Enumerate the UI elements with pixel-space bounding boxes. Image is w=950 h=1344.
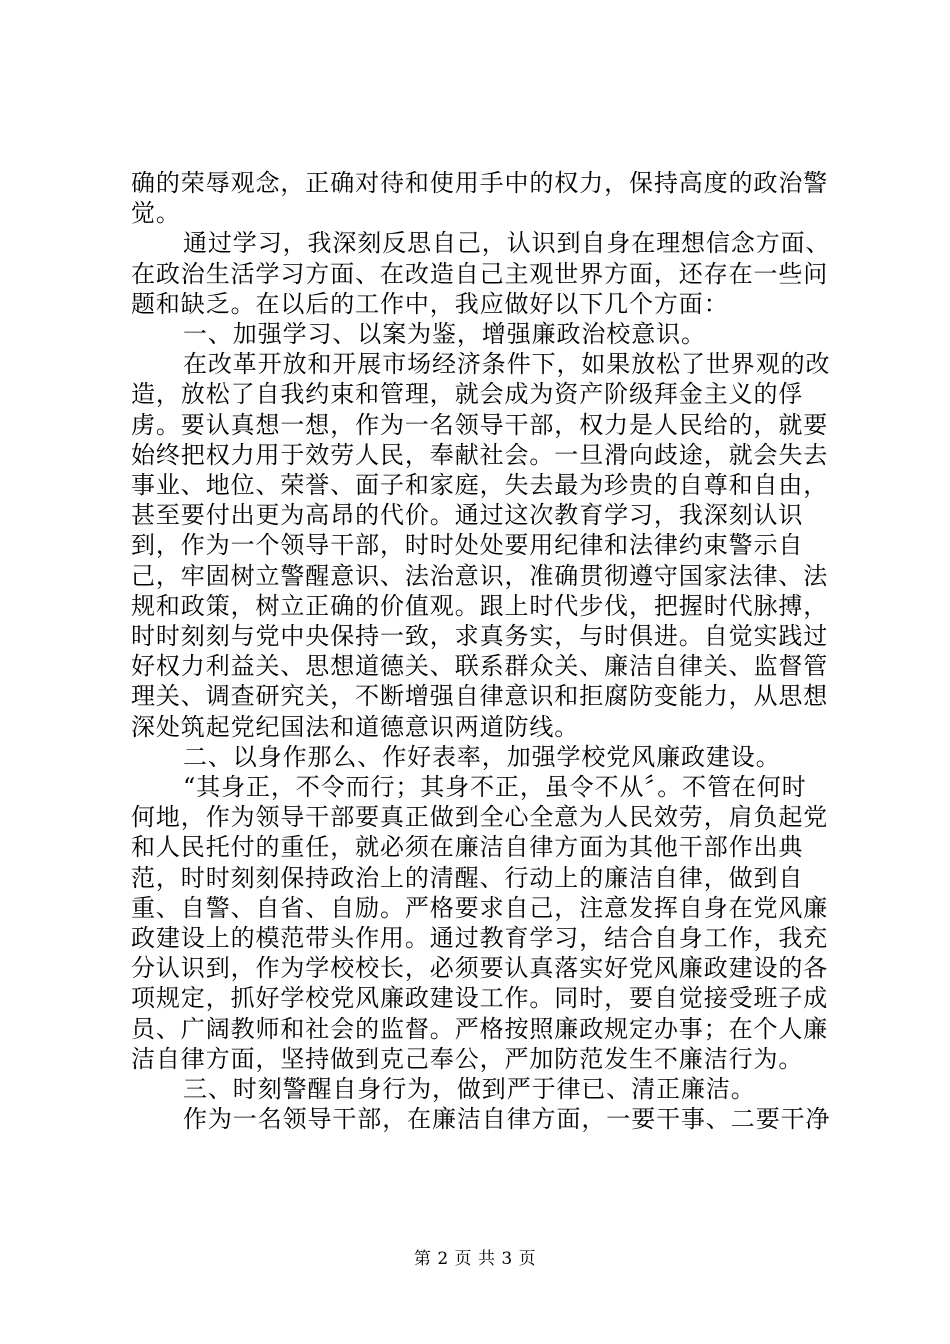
paragraph-section-2: “其身正，不令而行；其身不正，虽令不从〞。不管在何时何地，作为领导干部要真正做到全心全意为人民效劳，肩负起党和人民托付的重任，就必须在廉洁自律方面为其他干部作出典范，时时刻刻保持政治上的清醒、行动上的廉洁自律，做到自重、自警、自省、自励。严格要求自己，注意发挥自身在党风廉政建设上的模范带头作用。通过教育学习，结合自身工作，我充分认识到，作为学校校长，必须要认真落实好党风廉政建设的各项规定，抓好学校党风廉政建设工作。同时，要自觉接受班子成员、广阔教师和社会的监督。严格按照廉政规定办事；在个人廉洁自律方面，坚持做到克己奉公，严加防范发生不廉洁行为。 [131, 773, 829, 1073]
section-heading-1: 一、加强学习、以案为鉴，增强廉政治校意识。 [183, 320, 706, 349]
paragraph-section-1: 在改革开放和开展市场经济条件下，如果放松了世界观的改造，放松了自我约束和管理，就会成为资产阶级拜金主义的俘虏。要认真想一想，作为一名领导干部，权力是人民给的，就要始终把权力用于效劳人民，奉献社会。一旦滑向歧途，就会失去事业、地位、荣誉、面子和家庭，失去最为珍贵的自尊和自由，甚至要付出更为高昂的代价。通过这次教育学习，我深刻认识到，作为一个领导干部，时时处处要用纪律和法律约束警示自己，牢固树立警醒意识、法治意识，准确贯彻遵守国家法律、法规和政策，树立正确的价值观。跟上时代步伐，把握时代脉搏，时时刻刻与党中央保持一致，求真务实，与时俱进。自觉实践过好权力利益关、思想道德关、联系群众关、廉洁自律关、监督管理关、调查研究关，不断增强自律意识和拒腐防变能力，从思想深处筑起党纪国法和道德意识两道防线。 [131, 350, 831, 741]
section-heading-2: 二、以身作那么、作好表率，加强学校党风廉政建设。 [183, 742, 781, 771]
paragraph-reflection: 通过学习，我深刻反思自己，认识到自身在理想信念方面、在政治生活学习方面、在改造自己主观世界方面，还存在一些问题和缺乏。在以后的工作中，我应做好以下几个方面： [131, 229, 831, 318]
document-body [131, 168, 831, 1135]
page-number-footer: 第 2 页 共 3 页 [413, 1249, 537, 1269]
paragraph-section-3: 作为一名领导干部，在廉洁自律方面，一要干事、二要干净 [183, 1105, 831, 1134]
section-heading-3: 三、时刻警醒自身行为，做到严于律已、清正廉洁。 [183, 1075, 756, 1104]
paragraph-continuation: 确的荣辱观念，正确对待和使用手中的权力，保持高度的政治警觉。 [131, 169, 829, 228]
